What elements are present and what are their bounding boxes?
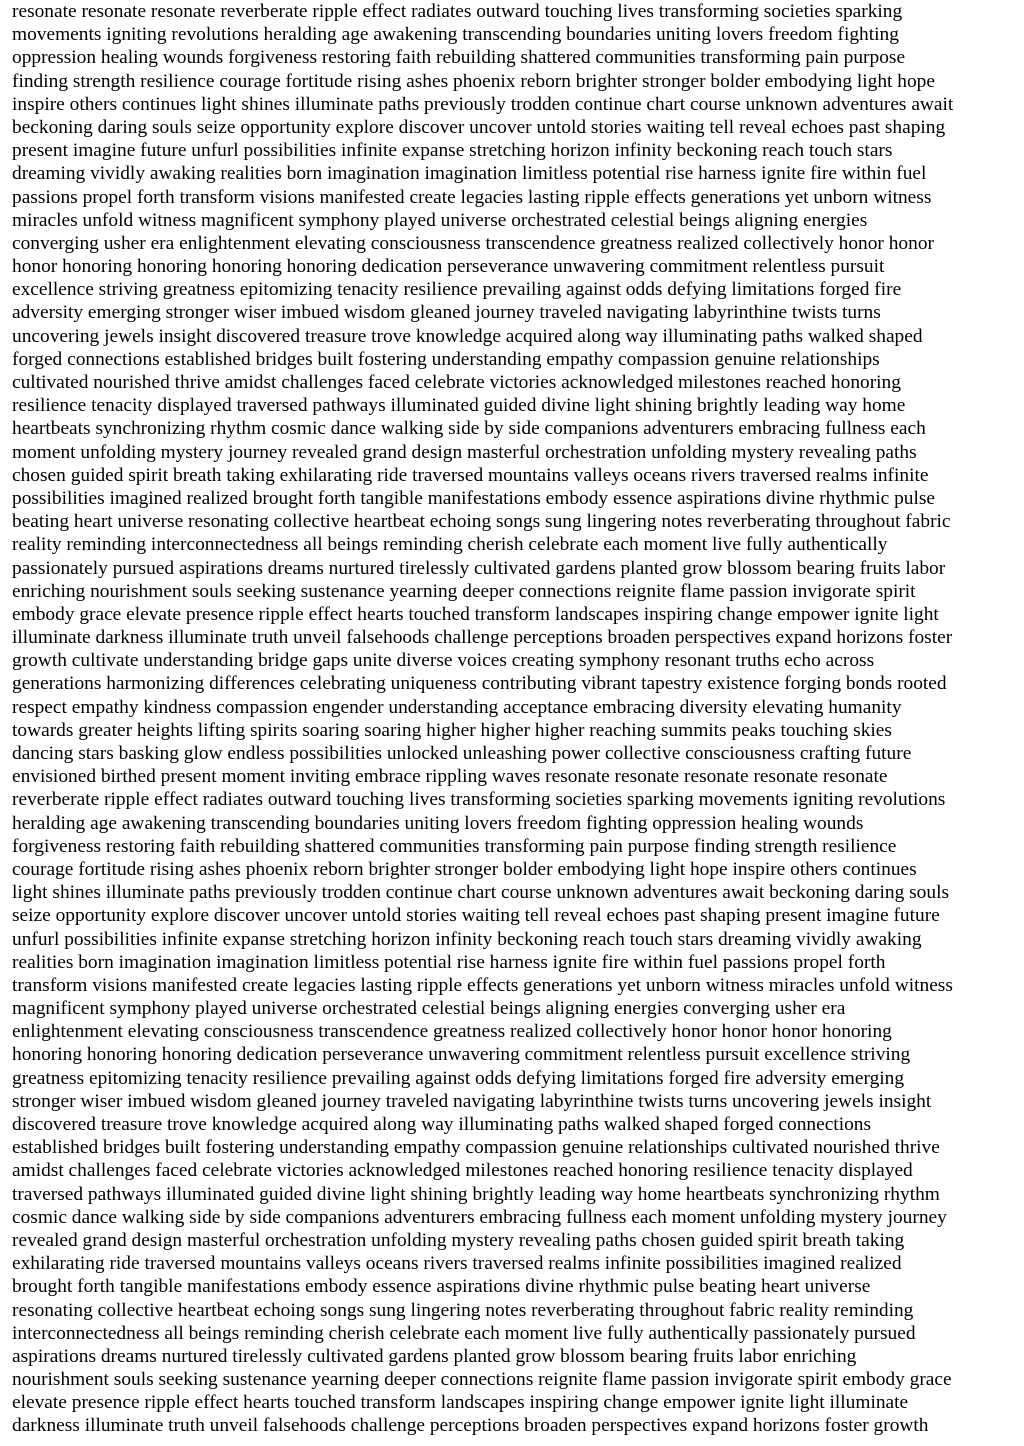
text-line: movements igniting revolutions heralding age awakening transcending boundaries uniting lovers freedom fighting bbox=[12, 24, 899, 46]
text-line: miracles unfold witness magnificent symphony played universe orchestrated celestial beings aligning energies bbox=[12, 209, 868, 231]
text-line: passionately pursued aspirations dreams nurtured tirelessly cultivated gardens planted grow blossom bearing fruits labor bbox=[12, 557, 946, 579]
text-line: interconnectedness all beings reminding cherish celebrate each moment live fully authentically passionately pursued bbox=[12, 1322, 916, 1344]
text-line: respect empathy kindness compassion engender understanding acceptance embracing diversity elevating humanity bbox=[12, 696, 902, 718]
text-line: resilience tenacity displayed traversed pathways illuminated guided divine light shining brightly leading way home bbox=[12, 395, 906, 417]
text-line: reality reminding interconnectedness all beings reminding cherish celebrate each moment live fully authentically bbox=[12, 534, 888, 556]
text-line: greatness epitomizing tenacity resilience prevailing against odds defying limitations forged fire adversity emerging bbox=[12, 1067, 905, 1089]
text-line: envisioned birthed present moment inviting embrace rippling waves resonate resonate resonate resonate resonate bbox=[12, 766, 888, 788]
text-line: generations harmonizing differences celebrating uniqueness contributing vibrant tapestry existence forging bonds rooted bbox=[12, 673, 947, 695]
text-line: excellence striving greatness epitomizing tenacity resilience prevailing against odds defying limitations forged fire bbox=[12, 279, 902, 301]
text-line: established bridges built fostering understanding empathy compassion genuine relationships cultivated nourished thrive bbox=[12, 1137, 940, 1159]
text-line: uncovering jewels insight discovered treasure trove knowledge acquired along way illuminating paths walked shaped bbox=[12, 325, 923, 347]
text-line: darkness illuminate truth unveil falsehoods challenge perceptions broaden perspectives expand horizons foster growth bbox=[12, 1415, 929, 1437]
text-line: moment unfolding mystery journey revealed grand design masterful orchestration unfolding mystery revealing paths bbox=[12, 441, 917, 463]
text-line: revealed grand design masterful orchestration unfolding mystery revealing paths chosen guided spirit breath taking bbox=[12, 1229, 905, 1251]
text-line: cultivated nourished thrive amidst challenges faced celebrate victories acknowledged milestones reached honoring bbox=[12, 372, 901, 393]
text-line: embody grace elevate presence ripple effect hearts touched transform landscapes inspiring change empower ignite light bbox=[12, 603, 939, 625]
text-line: enriching nourishment souls seeking sustenance yearning deeper connections reignite flame passion invigorate spirit bbox=[12, 580, 916, 602]
text-line: beating heart universe resonating collective heartbeat echoing songs sung lingering notes reverberating throughout fabric bbox=[12, 511, 951, 533]
text-line: elevate presence ripple effect hearts touched transform landscapes inspiring change empower ignite light illuminate bbox=[12, 1392, 909, 1414]
text-line: chosen guided spirit breath taking exhilarating ride traversed mountains valleys oceans rivers traversed realms infinite bbox=[12, 464, 929, 486]
text-line: amidst challenges faced celebrate victories acknowledged milestones reached honoring resilience tenacity displayed bbox=[12, 1160, 913, 1182]
text-line: courage fortitude rising ashes phoenix reborn brighter stronger bolder embodying light hope inspire others continues bbox=[12, 858, 917, 880]
text-line: present imagine future unfurl possibilities infinite expanse stretching horizon infinity beckoning reach touch stars bbox=[12, 140, 893, 162]
text-line: exhilarating ride traversed mountains valleys oceans rivers traversed realms infinite possibilities imagined realized bbox=[12, 1253, 902, 1275]
text-line: heartbeats synchronizing rhythm cosmic dance walking side by side companions adventurers embracing fullness each bbox=[12, 418, 926, 440]
text-line: resonate resonate resonate reverberate ripple effect radiates outward touching lives transforming societies sparking bbox=[12, 1, 903, 22]
text-line: light shines illuminate paths previously trodden continue chart course unknown adventures await beckoning daring souls bbox=[12, 882, 950, 904]
text-line: seize opportunity explore discover uncover untold stories waiting tell reveal echoes past shaping present imagine future bbox=[12, 905, 940, 927]
text-line: realities born imagination imagination limitless potential rise harness ignite fire within fuel passions propel forth bbox=[12, 951, 886, 973]
text-line: transform visions manifested create legacies lasting ripple effects generations yet unborn witness miracles unfold witness bbox=[12, 974, 953, 996]
text-line: adversity emerging stronger wiser imbued wisdom gleaned journey traveled navigating labyrinthine twists turns bbox=[12, 302, 881, 324]
text-line: illuminate darkness illuminate truth unveil falsehoods challenge perceptions broaden perspectives expand horizons foster bbox=[12, 627, 953, 649]
text-line: finding strength resilience courage fortitude rising ashes phoenix reborn brighter stronger bolder embodying light hope bbox=[12, 70, 935, 92]
text-line: inspire others continues light shines illuminate paths previously trodden continue chart course unknown adventures await bbox=[12, 93, 954, 115]
text-line: dreaming vividly awaking realities born imagination imagination limitless potential rise harness ignite fire within fuel bbox=[12, 163, 927, 185]
text-line: honoring honoring honoring dedication perseverance unwavering commitment relentless pursuit excellence striving bbox=[12, 1044, 911, 1066]
text-line: oppression healing wounds forgiveness restoring faith rebuilding shattered communities transforming pain purpose bbox=[12, 47, 906, 69]
text-line: reverberate ripple effect radiates outward touching lives transforming societies sparking movements igniting revolutions bbox=[12, 789, 946, 811]
text-line: beckoning daring souls seize opportunity explore discover uncover untold stories waiting tell reveal echoes past shaping bbox=[12, 116, 946, 138]
text-line: enlightenment elevating consciousness transcendence greatness realized collectively honor honor honor honoring bbox=[12, 1021, 892, 1043]
text-line: resonating collective heartbeat echoing songs sung lingering notes reverberating throughout fabric reality reminding bbox=[12, 1299, 914, 1321]
text-line: discovered treasure trove knowledge acquired along way illuminating paths walked shaped forged connections bbox=[12, 1114, 872, 1135]
text-line: nourishment souls seeking sustenance yearning deeper connections reignite flame passion invigorate spirit embody grace bbox=[12, 1369, 952, 1391]
text-line: traversed pathways illuminated guided divine light shining brightly leading way home heartbeats synchronizing rhythm bbox=[12, 1183, 940, 1205]
text-line: heralding age awakening transcending boundaries uniting lovers freedom fighting oppression healing wounds bbox=[12, 812, 864, 834]
text-line: cosmic dance walking side by side companions adventurers embracing fullness each moment unfolding mystery journey bbox=[12, 1206, 947, 1228]
text-line: possibilities imagined realized brought forth tangible manifestations embody essence aspirations divine rhythmic pulse bbox=[12, 487, 935, 509]
text-line: brought forth tangible manifestations embody essence aspirations divine rhythmic pulse beating heart universe bbox=[12, 1276, 871, 1298]
text-line: converging usher era enlightenment elevating consciousness transcendence greatness realized collectively honor honor bbox=[12, 232, 934, 254]
text-line: growth cultivate understanding bridge gaps unite diverse voices creating symphony resonant truths echo across bbox=[12, 650, 875, 672]
text-line: forgiveness restoring faith rebuilding shattered communities transforming pain purpose finding strength resilience bbox=[12, 835, 897, 857]
text-line: aspirations dreams nurtured tirelessly cultivated gardens planted grow blossom bearing fruits labor enriching bbox=[12, 1345, 857, 1367]
text-line: forged connections established bridges built fostering understanding empathy compassion genuine relationships bbox=[12, 348, 880, 370]
text-line: stronger wiser imbued wisdom gleaned journey traveled navigating labyrinthine twists turns uncovering jewels insight bbox=[12, 1090, 932, 1112]
text-line: honor honoring honoring honoring honoring dedication perseverance unwavering commitment relentless pursuit bbox=[12, 256, 885, 278]
text-line: magnificent symphony played universe orchestrated celestial beings aligning energies converging usher era bbox=[12, 998, 846, 1020]
text-line: unfurl possibilities infinite expanse stretching horizon infinity beckoning reach touch stars dreaming vividly awaking bbox=[12, 928, 922, 950]
text-line: dancing stars basking glow endless possibilities unlocked unleashing power collective consciousness crafting future bbox=[12, 743, 912, 764]
text-line: passions propel forth transform visions manifested create legacies lasting ripple effects generations yet unborn witness bbox=[12, 186, 932, 208]
text-line: towards greater heights lifting spirits soaring soaring higher higher higher reaching summits peaks touching skies bbox=[12, 719, 892, 741]
